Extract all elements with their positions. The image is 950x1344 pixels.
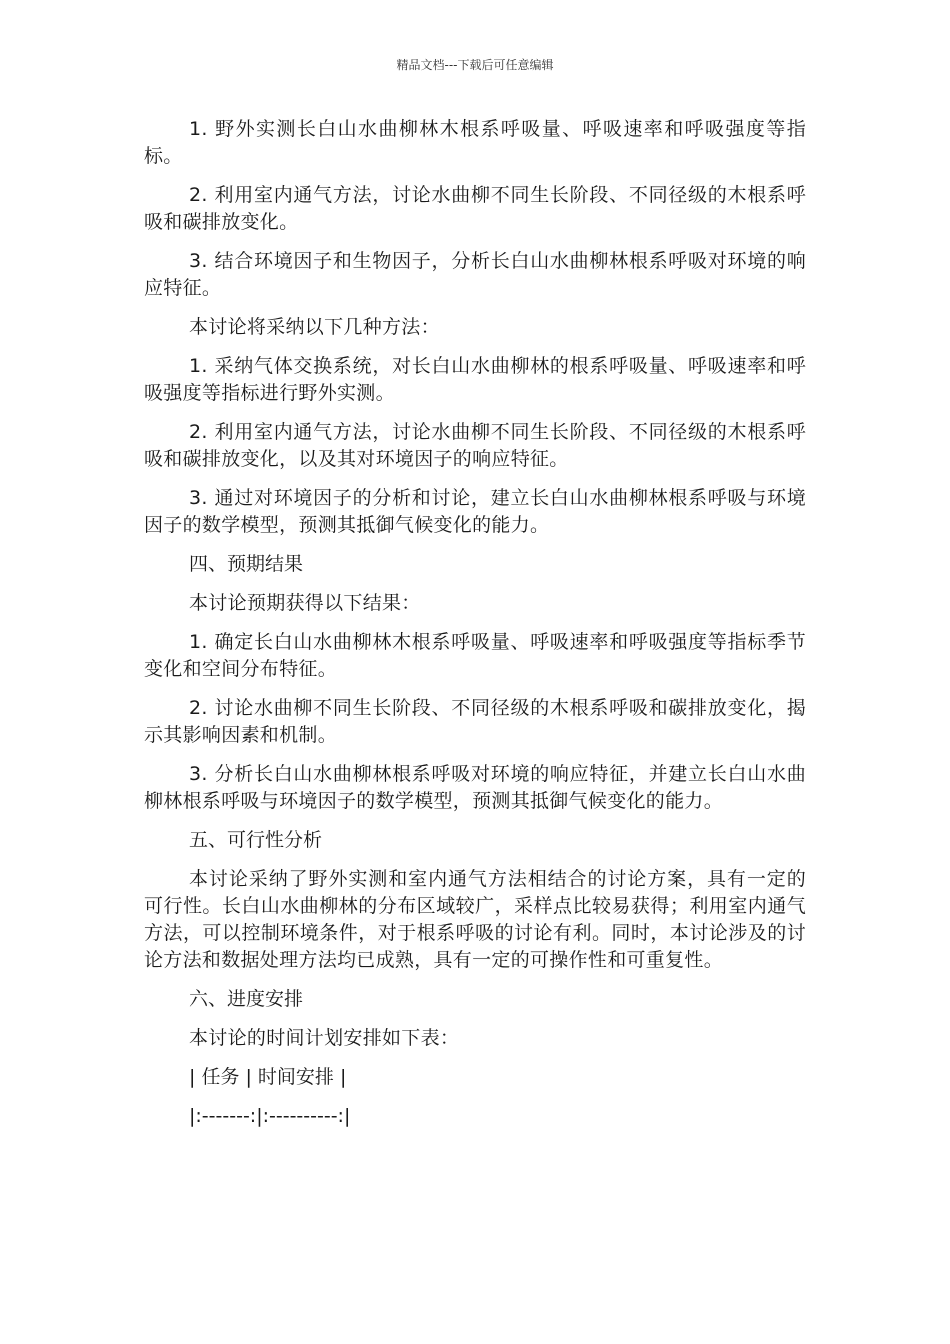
section-heading-expected-results: 四、预期结果	[189, 553, 304, 575]
table-separator-row: |:-------:|:----------:|	[189, 1105, 351, 1127]
document-body	[144, 116, 806, 1142]
methods-intro: 本讨论将采纳以下几种方法：	[189, 316, 440, 338]
objective-2: 2. 利用室内通气方法，讨论水曲柳不同生长阶段、不同径级的木根系呼吸和碳排放变化。	[144, 184, 806, 233]
page-header: 精品文档---下载后可任意编辑	[396, 58, 554, 72]
method-1: 1. 采纳气体交换系统，对长白山水曲柳林的根系呼吸量、呼吸速率和呼吸强度等指标进行野外实测。	[144, 355, 806, 404]
result-2: 2. 讨论水曲柳不同生长阶段、不同径级的木根系呼吸和碳排放变化，揭示其影响因素和机制。	[144, 697, 806, 746]
feasibility-paragraph: 本讨论采纳了野外实测和室内通气方法相结合的讨论方案，具有一定的可行性。长白山水曲柳林的分布区域较广，采样点比较易获得；利用室内通气方法，可以控制环境条件，对于根系呼吸的讨论有利。同时，本讨论涉及的讨论方法和数据处理方法均已成熟，具有一定的可操作性和可重复性。	[144, 868, 806, 971]
result-3: 3. 分析长白山水曲柳林根系呼吸对环境的响应特征，并建立长白山水曲柳林根系呼吸与环境因子的数学模型，预测其抵御气候变化的能力。	[144, 763, 806, 812]
result-1: 1. 确定长白山水曲柳林木根系呼吸量、呼吸速率和呼吸强度等指标季节变化和空间分布特征。	[144, 631, 806, 680]
section-heading-feasibility: 五、可行性分析	[189, 829, 323, 851]
method-3: 3. 通过对环境因子的分析和讨论，建立长白山水曲柳林根系呼吸与环境因子的数学模型，预测其抵御气候变化的能力。	[144, 487, 806, 536]
method-2: 2. 利用室内通气方法，讨论水曲柳不同生长阶段、不同径级的木根系呼吸和碳排放变化，以及其对环境因子的响应特征。	[144, 421, 806, 470]
results-intro: 本讨论预期获得以下结果：	[189, 592, 421, 614]
section-heading-schedule: 六、进度安排	[189, 988, 304, 1010]
table-header-row: | 任务 | 时间安排 |	[189, 1066, 347, 1088]
objective-3: 3. 结合环境因子和生物因子，分析长白山水曲柳林根系呼吸对环境的响应特征。	[144, 250, 806, 299]
schedule-intro: 本讨论的时间计划安排如下表：	[189, 1027, 460, 1049]
objective-1: 1. 野外实测长白山水曲柳林木根系呼吸量、呼吸速率和呼吸强度等指标。	[144, 118, 806, 167]
